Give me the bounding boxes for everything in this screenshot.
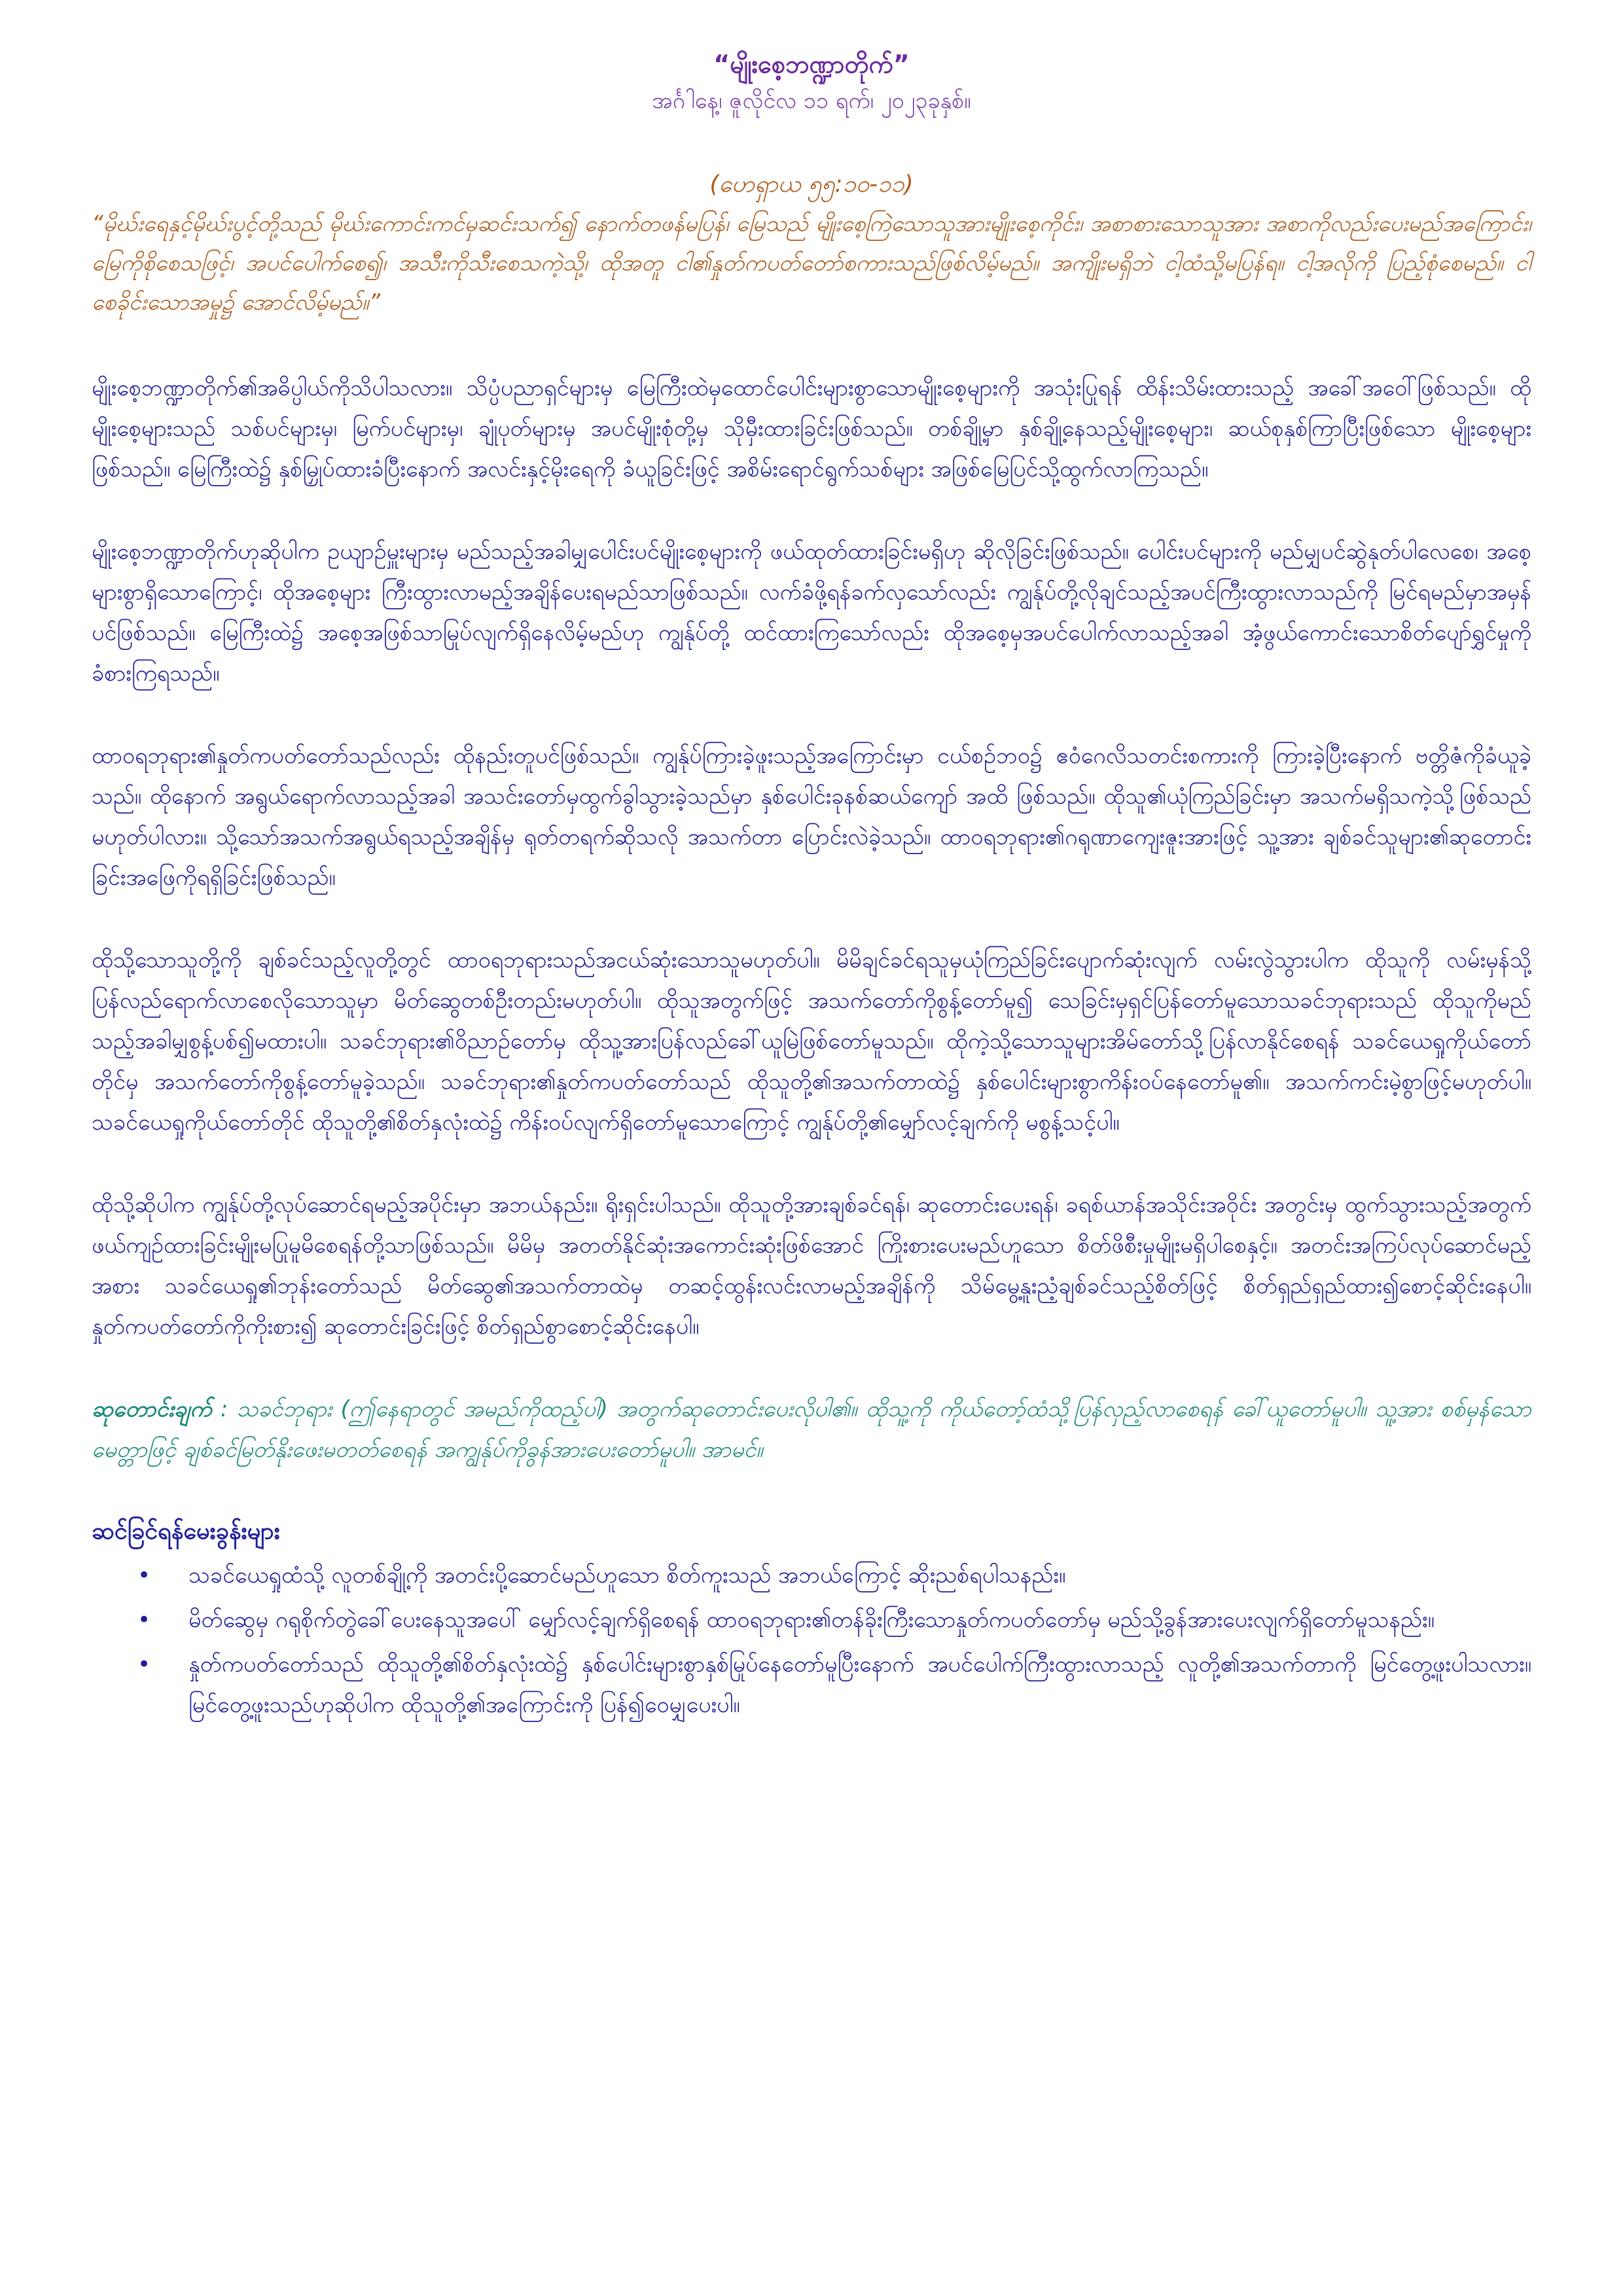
body-paragraph-5: ထိုသို့ဆိုပါက ကျွန်ုပ်တို့လုပ်ဆောင်ရမည့်အပိုင်းမှာ အဘယ်နည်း။ ရိုးရှင်းပါသည်။ ထိုသူတို့အားချစ်ခင်ရန်၊ ဆုတောင်းပေးရန်၊ ခရစ်ယာန်အသိုင်းအဝိုင်း အတွင်းမှ ထွက်သွားသည့်အတွက် ဖယ်ကျဉ်ထားခြင်းမျိုးမပြုမူမိစေရန်တို့သာဖြစ်သည်။ မိမိမှ အတတ်နိုင်ဆုံးအကောင်းဆုံးဖြစ်အောင် ကြိုးစားပေးမည်ဟူသော စိတ်ဖိစီးမှုမျိုးမရှိပါစေနှင့်။ အတင်းအကြပ်လုပ်ဆောင်မည့်အစား သခင်ယေရှု၏ဘုန်းတော်သည် မိတ်ဆွေ၏အသက်တာထဲမှ တဆင့်ထွန်းလင်းလာမည့်အချိန်ကို သိမ်မွေ့နူးညံ့ချစ်ခင်သည့်စိတ်ဖြင့် စိတ်ရှည်ရှည်ထား၍စောင့်ဆိုင်းနေပါ။ နှုတ်ကပတ်တော်ကိုကိုးစား၍ ဆုတောင်းခြင်းဖြင့် စိတ်ရှည်စွာစောင့်ဆိုင်းနေပါ။	[92, 1192, 1531, 1340]
prayer-label: ဆုတောင်းချက်	[92, 1396, 212, 1422]
question-text: သခင်ယေရှုထံသို့ လူတစ်ချို့ကို အတင်းပို့ဆောင်မည်ဟူသော စိတ်ကူးသည် အဘယ်ကြောင့် ဆိုးညစ်ရပါသနည်း။	[188, 1562, 1066, 1588]
questions-list	[92, 1555, 1531, 1725]
question-text: နှုတ်ကပတ်တော်သည် ထိုသူတို့၏စိတ်နှလုံးထဲ၌ နှစ်ပေါင်းများစွာနှစ်မြုပ်နေတော်မူပြီးနောက် အပင်ပေါက်ကြီးထွားလာသည့် လူတို့၏အသက်တာကို မြင်တွေ့ဖူးပါသလား။ မြင်တွေ့ဖူးသည်ဟုဆိုပါက ထိုသူတို့၏အကြောင်းကို ပြန်၍ဝေမျှပေးပါ။	[188, 1651, 1531, 1718]
page-title: “မျိုးစေ့ဘဏ္ဍာတိုက်”	[713, 50, 910, 79]
body-paragraph-2: မျိုးစေ့ဘဏ္ဍာတိုက်ဟုဆိုပါက ဥယျာဉ်မှူးများမှ မည်သည့်အခါမျှပေါင်းပင်မျိုးစေ့များကို ဖယ်ထုတ်ထားခြင်းမရှိဟု ဆိုလိုခြင်းဖြစ်သည်။ ပေါင်းပင်များကို မည်မျှပင်ဆွဲနုတ်ပါလေစေ၊ အစေ့များစွာရှိသောကြောင့်၊ ထိုအစေ့များ ကြီးထွားလာမည့်အချိန်ပေးရမည်သာဖြစ်သည်။ လက်ခံဖို့ရန်ခက်လှသော်လည်း ကျွန်ုပ်တို့လိုချင်သည့်အပင်ကြီးထွားလာသည်ကို မြင်ရမည်မှာအမှန်ပင်ဖြစ်သည်။ မြေကြီးထဲ၌ အစေ့အဖြစ်သာမြုပ်လျက်ရှိနေလိမ့်မည်ဟု ကျွန်ုပ်တို့ ထင်ထားကြသော်လည်း ထိုအစေ့မှအပင်ပေါက်လာသည့်အခါ အံ့ဖွယ်ကောင်းသောစိတ်ပျော်ရွှင်မှုကို ခံစားကြရသည်။	[92, 539, 1531, 687]
prayer-block	[92, 1389, 1531, 1470]
body-paragraph-4: ထိုသို့သောသူတို့ကို ချစ်ခင်သည့်လူတို့တွင် ထာဝရဘုရားသည်အငယ်ဆုံးသောသူမဟုတ်ပါ။ မိမိချင်ခင်ရသူမှယုံကြည်ခြင်းပျောက်ဆုံးလျက် လမ်းလွဲသွားပါက ထိုသူကို လမ်းမှန်သို့ပြန်လည်ရောက်လာစေလိုသောသူမှာ မိတ်ဆွေတစ်ဦးတည်းမဟုတ်ပါ။ ထိုသူအတွက်ဖြင့် အသက်တော်ကိုစွန့်တော်မူ၍ သေခြင်းမှရှင်ပြန်တော်မူသောသခင်ဘုရားသည် ထိုသူကိုမည်သည့်အခါမျှစွန့်ပစ်၍မထားပါ။ သခင်ဘုရား၏ဝိညာဉ်တော်မှ ထိုသူ့အားပြန်လည်ခေါ်ယူမြဲဖြစ်တော်မူသည်။ ထိုကဲ့သို့သောသူများအိမ်တော်သို့ပြန်လာနိုင်စေရန် သခင်ယေရှုကိုယ်တော်တိုင်မှ အသက်တော်ကိုစွန့်တော်မူခဲ့သည်။ သခင်ဘုရား၏နှုတ်ကပတ်တော်သည် ထိုသူတို့၏အသက်တာထဲ၌ နှစ်ပေါင်းများစွာကိန်းဝပ်နေတော်မူ၏။ အသက်ကင်းမဲ့စွာဖြင့်မဟုတ်ပါ။ သခင်ယေရှုကိုယ်တော်တိုင် ထိုသူတို့၏စိတ်နှလုံးထဲ၌ ကိန်းဝပ်လျက်ရှိတော်မူသောကြောင့် ကျွန်ုပ်တို့၏မျှော်လင့်ချက်ကို မစွန့်သင့်ပါ။	[92, 947, 1531, 1136]
date-line: အင်္ဂါနေ့၊ ဇူလိုင်လ ၁၁ ရက်၊ ၂၀၂၃ခုနှစ်။	[652, 88, 971, 114]
prayer-text: သခင်ဘုရား (ဤနေရာတွင် အမည်ကိုထည့်ပါ) အတွက်ဆုတောင်းပေးလိုပါ၏။ ထိုသူ့ကို ကိုယ်တော့်ထံသို့ပြန်လှည့်လာစေရန် ခေါ်ယူတော်မူပါ။ သူ့အား စစ်မှန်သောမေတ္တာဖြင့် ချစ်ခင်မြတ်နိုးဖေးမတတ်စေရန် အကျွန်ုပ်ကိုခွန်အားပေးတော်မူပါ။ အာမင်။	[92, 1396, 1531, 1463]
question-item	[137, 1555, 1531, 1596]
prayer-separator: :	[211, 1396, 237, 1422]
bullet-icon: •	[137, 1562, 151, 1588]
scripture-text: “မိုဃ်းရေနှင့်မိုဃ်းပွင့်တို့သည် မိုဃ်းကောင်းကင်မှဆင်းသက်၍ နောက်တဖန်မပြန်၊ မြေသည် မျိုးစေ့ကြဲသောသူအားမျိုးစေ့ကိုင်း၊ အစာစားသောသူအား အစာကိုလည်းပေးမည်အကြောင်း၊ မြေကိုစိုစေသဖြင့်၊ အပင်ပေါက်စေ၍၊ အသီးကိုသီးစေသကဲ့သို့၊ ထိုအတူ ငါ၏နှုတ်ကပတ်တော်စကားသည်ဖြစ်လိမ့်မည်။ အကျိုးမရှိဘဲ ငါ့ထံသို့မပြန်ရ။ ငါ့အလိုကို ပြည့်စုံစေမည်။ ငါစေခိုင်းသောအမှု၌ အောင်လိမ့်မည်။”	[92, 211, 1531, 315]
question-item	[137, 1600, 1531, 1640]
questions-heading: ဆင်ခြင်ရန်မေးခွန်းများ	[92, 1518, 280, 1545]
question-item	[137, 1644, 1531, 1725]
body-paragraph-1: မျိုးစေ့ဘဏ္ဍာတိုက်၏အဓိပ္ပါယ်ကိုသိပါသလား။ သိပ္ပံပညာရှင်များမှ မြေကြီးထဲမှထောင်ပေါင်းများစွာသောမျိုးစေ့များကို အသုံးပြုရန် ထိန်းသိမ်းထားသည့် အခေါ်အဝေါ်ဖြစ်သည်။ ထိုမျိုးစေ့များသည် သစ်ပင်များမှ၊ မြက်ပင်များမှ၊ ချုံပုတ်များမှ အပင်မျိုးစုံတို့မှ သိုမှီးထားခြင်းဖြစ်သည်။ တစ်ချို့မှာ နှစ်ချို့နေသည့်မျိုးစေ့များ၊ ဆယ်စုနှစ်ကြာပြီးဖြစ်သော မျိုးစေ့များဖြစ်သည်။ မြေကြီးထဲ၌ နှစ်မြှုပ်ထားခံပြီးနောက် အလင်းနှင့်မိုးရေကို ခံယူခြင်းဖြင့် အစိမ်းရောင်ရွက်သစ်များ အဖြစ်မြေပြင်သို့ထွက်လာကြသည်။	[92, 375, 1531, 482]
bullet-icon: •	[137, 1651, 151, 1677]
question-text: မိတ်ဆွေမှ ဂရုစိုက်တွဲခေါ်ပေးနေသူအပေါ် မျှော်လင့်ချက်ရှိစေရန် ထာဝရဘုရား၏တန်ခိုးကြီးသောနှုတ်ကပတ်တော်မှ မည်သို့ခွန်အားပေးလျက်ရှိတော်မူသနည်း။	[188, 1607, 1435, 1633]
body-paragraph-3: ထာဝရဘုရား၏နှုတ်ကပတ်တော်သည်လည်း ထိုနည်းတူပင်ဖြစ်သည်။ ကျွန်ုပ်ကြားခဲ့ဖူးသည့်အကြောင်းမှာ ငယ်စဉ်ဘဝ၌ ဧဝံဂေလိသတင်းစကားကို ကြားခဲ့ပြီးနောက် ဗတ္တိဇံကိုခံယူခဲ့သည်။ ထိုနောက် အရွယ်ရောက်လာသည့်အခါ အသင်းတော်မှထွက်ခွါသွားခဲ့သည်မှာ နှစ်ပေါင်းခုနစ်ဆယ်ကျော် အထိ ဖြစ်သည်။ ထိုသူ၏ယုံကြည်ခြင်းမှာ အသက်မရှိသကဲ့သို့ဖြစ်သည်မဟုတ်ပါလား။ သို့သော်အသက်အရွယ်ရသည့်အချိန်မှ ရုတ်တရက်ဆိုသလို အသက်တာ ပြောင်းလဲခဲ့သည်။ ထာဝရဘုရား၏ဂရုဏာကျေးဇူးအားဖြင့် သူ့အား ချစ်ခင်သူများ၏ဆုတောင်းခြင်းအဖြေကိုရရှိခြင်းဖြစ်သည်။	[92, 743, 1531, 891]
bullet-icon: •	[137, 1607, 151, 1633]
devotional-page	[92, 46, 1531, 1729]
scripture-reference: (ဟေရှာယ ၅၅:၁၀-၁၁)	[709, 171, 914, 198]
